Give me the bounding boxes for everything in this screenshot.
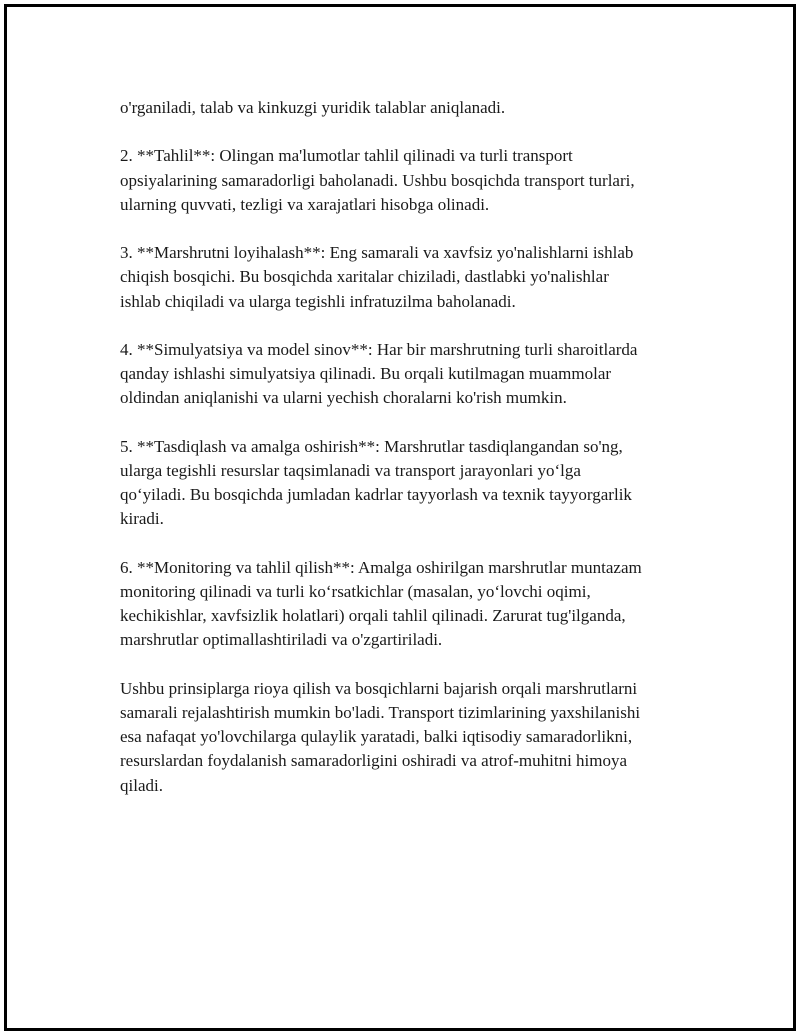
paragraph-conclusion: Ushbu prinsiplarga rioya qilish va bosqichlarni bajarish orqali marshrutlarni samarali rejalashtirish mumkin bo'ladi. Transport tizimlarining yaxshilanishi esa nafaqat yo'lovchilarga qulaylik yaratadi, balki iqtisodiy samaradorlikni, resurslardan foydalanish samaradorligini oshiradi va atrof-muhitni himoya qiladi. bbox=[120, 678, 641, 795]
paragraph-step-2-analysis: 2. **Tahlil**: Olingan ma'lumotlar tahlil qilinadi va turli transport opsiyalarining samaradorligi baholanadi. Ushbu bosqichda transport turlari, ularning quvvati, tezligi va xarajatlari hisobga olinadi. bbox=[120, 146, 635, 214]
paragraph-step-3-route-design: 3. **Marshrutni loyihalash**: Eng samarali va xavfsiz yo'nalishlarni ishlab chiqish bosqichi. Bu bosqichda xaritalar chiziladi, dastlabki yo'nalishlar ishlab chiqiladi va ularga tegishli infratuzilma baholanadi. bbox=[120, 243, 634, 311]
document-body bbox=[120, 96, 700, 822]
document-page bbox=[4, 4, 796, 1031]
paragraph-step-5-approval: 5. **Tasdiqlash va amalga oshirish**: Marshrutlar tasdiqlangandan so'ng, ularga tegishli resurslar taqsimlanadi va transport jarayonlari yo‘lga qo‘yiladi. Bu bosqichda jumladan kadrlar tayyorlash va texnik tayyorgarlik kiradi. bbox=[120, 436, 632, 529]
paragraph-step-4-simulation: 4. **Simulyatsiya va model sinov**: Har bir marshrutning turli sharoitlarda qanday ishlashi simulyatsiya qilinadi. Bu orqali kutilmagan muammolar oldindan aniqlanishi va ularni yechish choralarni ko'rish mumkin. bbox=[120, 339, 638, 408]
paragraph-step-6-monitoring: 6. **Monitoring va tahlil qilish**: Amalga oshirilgan marshrutlar muntazam monitoring qilinadi va turli ko‘rsatkichlar (masalan, yo‘lovchi oqimi, kechikishlar, xavfsizlik holatlari) orqali tahlil qilinadi. Zarurat tug'ilganda, marshrutlar optimallashtiriladi va o'zgartiriladi. bbox=[120, 557, 642, 650]
paragraph-continuation: o'rganiladi, talab va kinkuzgi yuridik talablar aniqlanadi. bbox=[120, 98, 506, 117]
